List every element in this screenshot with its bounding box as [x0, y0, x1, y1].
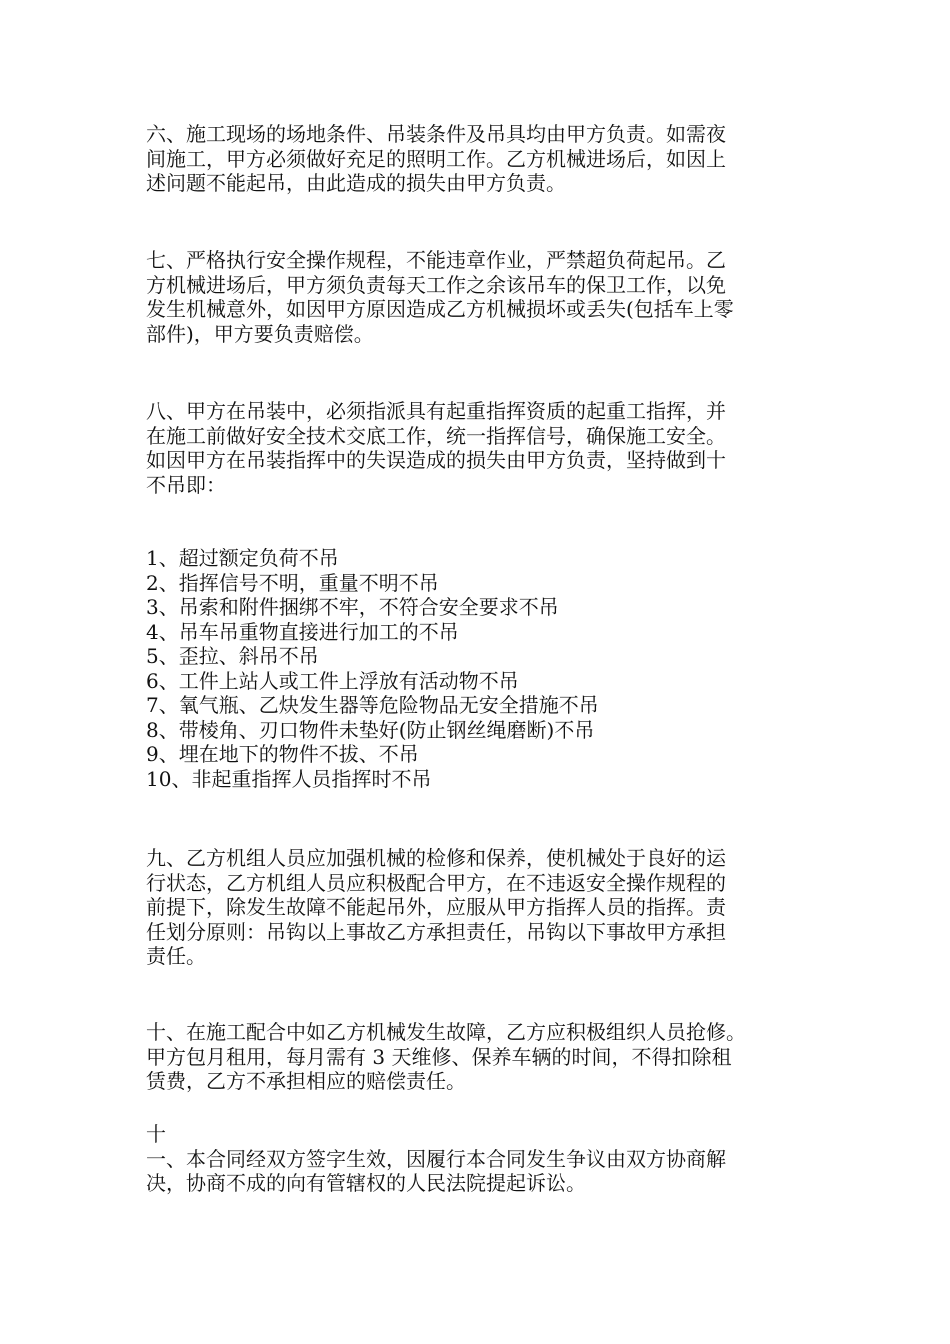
clause-11-line-1: 十: [146, 1122, 166, 1146]
clause-8-line-4: 不吊即：: [146, 472, 226, 497]
rule-item-9: 9、埋在地下的物件不拔、不吊: [146, 742, 419, 766]
rule-item-5: 5、歪拉、斜吊不吊: [146, 644, 319, 668]
clause-7: [146, 248, 846, 346]
clause-10-line-3: 赁费，乙方不承担相应的赔偿责任。: [146, 1069, 466, 1093]
rule-item-10: 10、非起重指挥人员指挥时不吊: [146, 766, 432, 791]
clause-7-line-2: 方机械进场后，甲方须负责每天工作之余该吊车的保卫工作，以免: [146, 272, 726, 297]
rule-item-6: 6、工件上站人或工件上浮放有活动物不吊: [146, 668, 519, 693]
clause-9-line-2: 行状态，乙方机组人员应积极配合甲方，在不违返安全操作规程的: [146, 870, 726, 895]
clause-8-line-2: 在施工前做好安全技术交底工作，统一指挥信号，确保施工安全。: [146, 423, 726, 448]
clause-11-line-3: 决，协商不成的向有管辖权的人民法院提起诉讼。: [146, 1171, 586, 1195]
clause-6-line-3: 述问题不能起吊，由此造成的损失由甲方负责。: [146, 171, 566, 195]
rule-item-1: 1、超过额定负荷不吊: [146, 546, 339, 570]
clause-8-line-1: 八、甲方在吊装中，必须指派具有起重指挥资质的起重工指挥，并: [146, 399, 726, 423]
clause-11-line-2: 一、本合同经双方签字生效，因履行本合同发生争议由双方协商解: [146, 1146, 726, 1171]
clause-9-line-5: 责任。: [146, 944, 206, 968]
rule-item-7: 7、氧气瓶、乙炔发生器等危险物品无安全措施不吊: [146, 693, 599, 717]
clause-8-line-3: 如因甲方在吊装指挥中的失误造成的损失由甲方负责，坚持做到十: [146, 448, 726, 472]
rule-item-2: 2、指挥信号不明，重量不明不吊: [146, 570, 439, 595]
clause-6-line-1: 六、施工现场的场地条件、吊装条件及吊具均由甲方负责。如需夜: [146, 122, 726, 146]
clause-8: [146, 399, 846, 497]
clause-9: [146, 846, 846, 969]
clause-10-line-1: 十、在施工配合中如乙方机械发生故障，乙方应积极组织人员抢修。: [146, 1020, 746, 1044]
clause-10-line-2: 甲方包月租用，每月需有 3 天维修、保养车辆的时间，不得扣除租: [146, 1044, 732, 1069]
rule-item-8: 8、带棱角、刃口物件未垫好(防止钢丝绳磨断)不吊: [146, 717, 595, 742]
rule-item-3: 3、吊索和附件捆绑不牢，不符合安全要求不吊: [146, 595, 559, 619]
clause-9-line-3: 前提下，除发生故障不能起吊外，应服从甲方指挥人员的指挥。责: [146, 895, 726, 919]
clause-6-line-2: 间施工，甲方必须做好充足的照明工作。乙方机械进场后，如因上: [146, 146, 726, 171]
clause-7-line-4: 部件)，甲方要负责赔偿。: [146, 321, 374, 346]
clause-6: [146, 122, 846, 196]
clause-7-line-3: 发生机械意外，如因甲方原因造成乙方机械损坏或丢失(包括车上零: [146, 297, 734, 321]
rule-item-4: 4、吊车吊重物直接进行加工的不吊: [146, 619, 459, 644]
ten-no-lift-rules-list: [146, 546, 846, 791]
clause-11: [146, 1122, 846, 1196]
clause-9-line-4: 任划分原则：吊钩以上事故乙方承担责任，吊钩以下事故甲方承担: [146, 919, 726, 944]
clause-9-line-1: 九、乙方机组人员应加强机械的检修和保养，使机械处于良好的运: [146, 846, 726, 870]
clause-7-line-1: 七、严格执行安全操作规程，不能违章作业，严禁超负荷起吊。乙: [146, 248, 726, 272]
clause-10: [146, 1020, 846, 1094]
